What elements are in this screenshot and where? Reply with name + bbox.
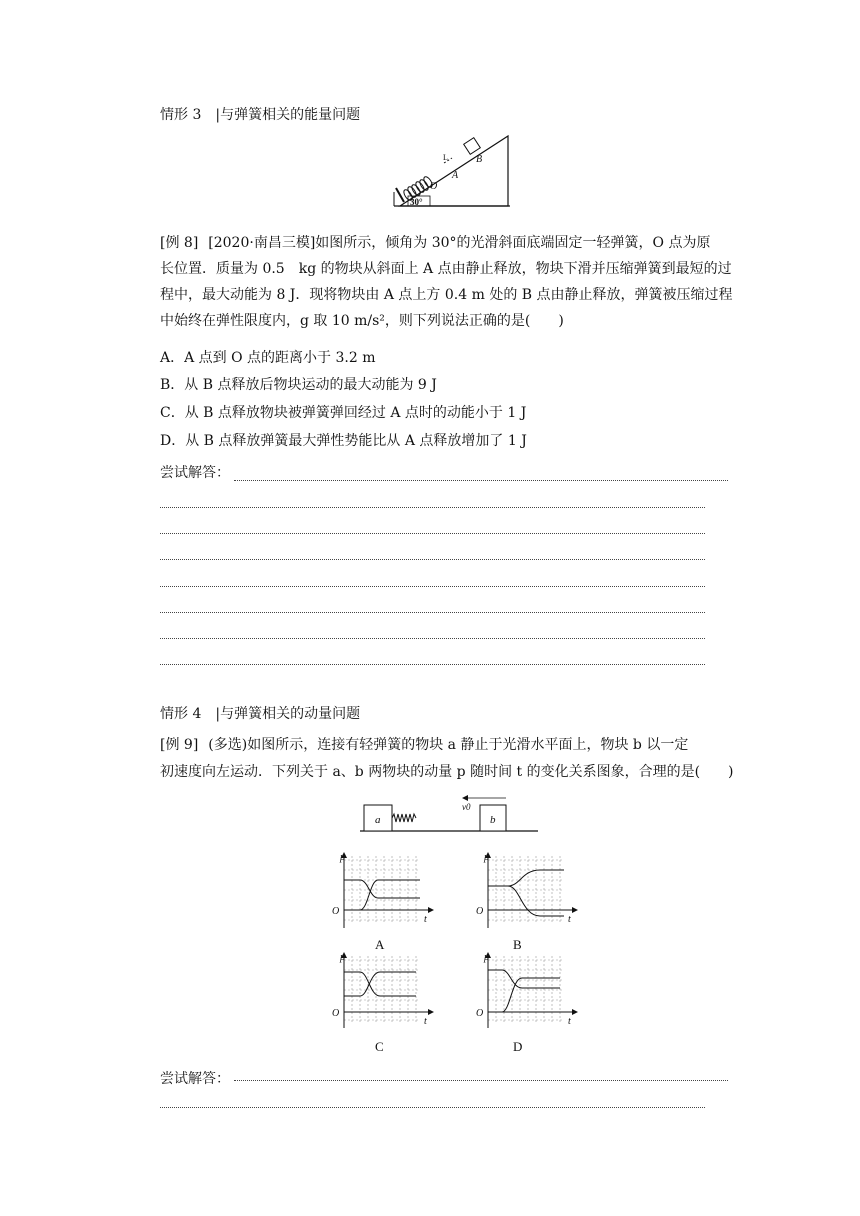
example-8-source: [2020·南昌三模] [208, 235, 316, 251]
two-blocks-figure [360, 792, 540, 834]
graph-b [464, 850, 584, 930]
graph-d-caption: D [513, 1039, 523, 1054]
graph-b-x-axis: t [568, 914, 571, 925]
answer-line[interactable] [234, 480, 728, 481]
answer-line[interactable] [234, 1080, 728, 1081]
graph-a-caption: A [375, 937, 385, 952]
graph-a [320, 850, 440, 930]
velocity-label: v0 [462, 802, 471, 812]
example-8-option-d: D．从 B 点释放弹簧最大弹性势能比从 A 点释放增加了 1 J [160, 433, 527, 449]
graph-d [464, 950, 584, 1030]
figure-label-l: L [443, 153, 448, 162]
graph-c [320, 950, 440, 1030]
example-8-text-2: 长位置．质量为 0.5 kg 的物块从斜面上 A 点由静止释放，物块下滑并压缩弹簧到最短的过 [160, 261, 732, 277]
graph-b-origin: O [476, 906, 484, 917]
answer-line[interactable] [160, 664, 705, 665]
graph-c-x-axis: t [424, 1016, 427, 1027]
angle-label: 30° [410, 197, 423, 207]
answer-line[interactable] [160, 559, 705, 560]
answer-line[interactable] [160, 1107, 705, 1108]
answer-line[interactable] [160, 586, 705, 587]
section-3-title: 情形 3 |与弹簧相关的能量问题 [160, 107, 361, 123]
graph-b-caption: B [513, 937, 522, 952]
example-8-text-1: 如图所示，倾角为 30°的光滑斜面底端固定一轻弹簧，O 点为原 [315, 235, 711, 251]
graph-c-caption: C [375, 1039, 384, 1054]
figure-label-o: O [430, 181, 438, 192]
section-4-title: 情形 4 |与弹簧相关的动量问题 [160, 706, 361, 722]
example-8-option-a: A．A 点到 O 点的距离小于 3.2 m [160, 350, 376, 366]
example-8-option-b: B．从 B 点释放后物块运动的最大动能为 9 J [160, 377, 437, 393]
incline-spring-figure [386, 130, 516, 212]
example-9-tag: [例 9] [160, 737, 199, 753]
figure-label-a: A [452, 170, 459, 181]
example-9-text-1: (多选)如图所示，连接有轻弹簧的物块 a 静止于光滑水平面上，物块 b 以一定 [208, 737, 689, 753]
example-9-line-1 [160, 734, 688, 754]
graph-b-y-axis: p [484, 852, 489, 863]
block-b-label: b [490, 814, 496, 826]
example-9-text-2: 初速度向左运动．下列关于 a、b 两物块的动量 p 随时间 t 的变化关系图象，合理的是( ) [160, 764, 734, 780]
block-a-label: a [375, 814, 381, 826]
graph-a-origin: O [332, 906, 340, 917]
example-8-text-3: 程中，最大动能为 8 J．现将物块由 A 点上方 0.4 m 处的 B 点由静止释放，弹簧被压缩过程 [160, 287, 733, 303]
figure-label-b: B [476, 154, 483, 165]
example-8-tag: [例 8] [160, 235, 199, 251]
graph-d-origin: O [476, 1008, 484, 1019]
example-8-line-1 [160, 232, 711, 252]
graph-a-x-axis: t [424, 914, 427, 925]
answer-line[interactable] [160, 612, 705, 613]
answer-line[interactable] [160, 533, 705, 534]
graph-d-x-axis: t [568, 1016, 571, 1027]
graph-c-origin: O [332, 1008, 340, 1019]
answer-line[interactable] [160, 507, 705, 508]
answer-line[interactable] [160, 638, 705, 639]
example-8-option-c: C．从 B 点释放物块被弹簧弹回经过 A 点时的动能小于 1 J [160, 405, 527, 421]
example-9-answer-label: 尝试解答： [160, 1071, 230, 1087]
graph-c-y-axis: p [340, 952, 345, 963]
example-8-text-4: 中始终在弹性限度内，g 取 10 m/s²，则下列说法正确的是( ) [160, 313, 564, 329]
graph-a-y-axis: p [340, 852, 345, 863]
example-8-answer-label: 尝试解答： [160, 465, 230, 481]
graph-d-y-axis: p [484, 952, 489, 963]
